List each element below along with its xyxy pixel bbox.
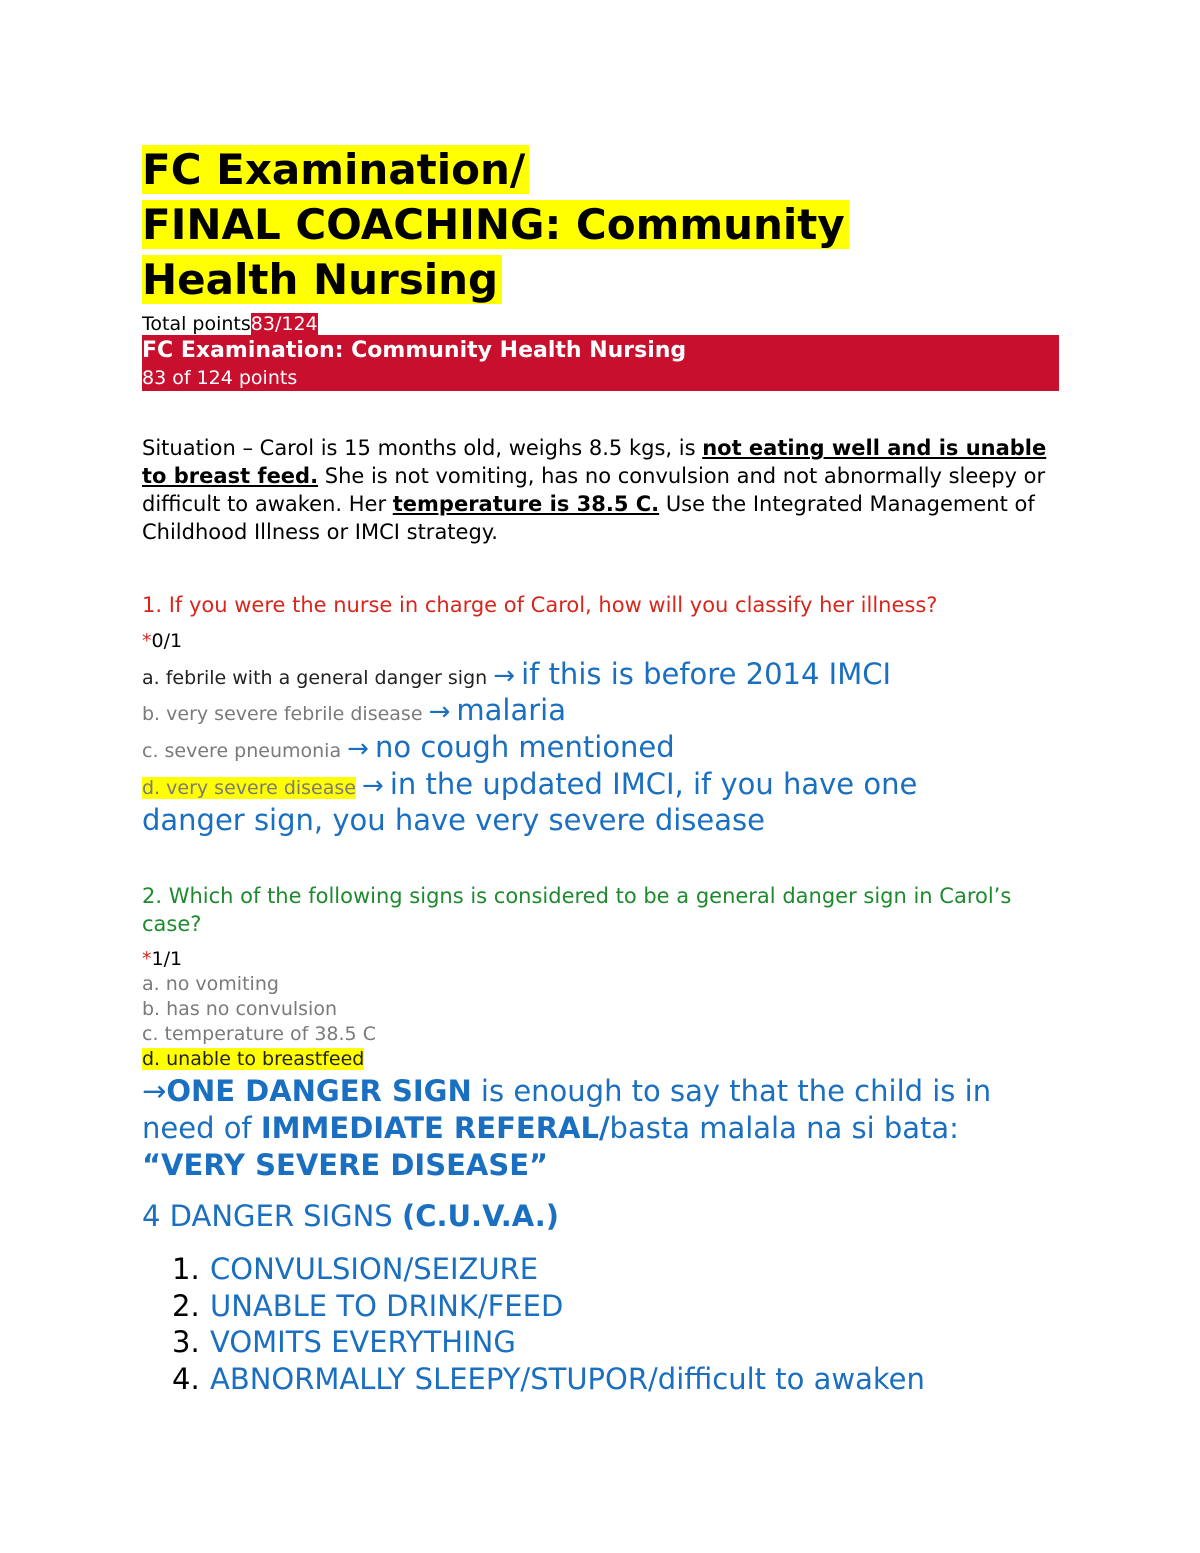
total-points-value: 83/124	[250, 313, 318, 335]
arrow-right-icon: →	[493, 661, 516, 691]
situation-paragraph	[142, 434, 1060, 546]
arrow-right-icon: →	[428, 697, 451, 727]
score-value: 1/1	[151, 948, 183, 970]
option-note: no cough mentioned	[375, 730, 675, 764]
total-points-label: Total points	[142, 313, 251, 335]
arrow-right-icon: →	[142, 1074, 167, 1108]
required-star: *	[142, 630, 152, 652]
q2-option-c: c. temperature of 38.5 C	[142, 1023, 376, 1045]
option-text: a. febrile with a general danger sign	[142, 667, 488, 689]
list-text: ABNORMALLY SLEEPY/STUPOR/difficult to awaken	[210, 1361, 925, 1396]
situation-text-2: She is not vomiting, has no convulsion and not abnormally sleepy or difficult to awaken. Her	[142, 464, 1046, 516]
option-text: c. severe pneumonia	[142, 740, 342, 762]
danger-signs-list	[172, 1251, 925, 1397]
list-number: 1.	[172, 1252, 200, 1286]
explanation-bold-2: IMMEDIATE REFERAL/	[260, 1111, 610, 1145]
list-item	[172, 1324, 925, 1361]
list-item	[172, 1288, 925, 1325]
danger-signs-heading	[142, 1198, 559, 1234]
explanation-bold-1: ONE DANGER SIGN	[166, 1074, 472, 1108]
banner-subtitle: 83 of 124 points	[142, 367, 298, 389]
list-number: 2.	[172, 1288, 200, 1323]
page-title	[142, 142, 849, 307]
heading-acronym: (C.U.V.A.)	[401, 1199, 560, 1233]
list-number: 4.	[172, 1361, 200, 1396]
list-text: UNABLE TO DRINK/FEED	[210, 1288, 564, 1323]
q2-explanation	[142, 1073, 1060, 1184]
q2-option-b: b. has no convulsion	[142, 998, 337, 1020]
question-2: 2. Which of the following signs is considered to be a general danger sign in Carol’s case?	[142, 884, 1012, 936]
list-number: 3.	[172, 1325, 200, 1359]
option-note: in the updated IMCI, if you have one	[389, 767, 918, 801]
situation-emphasis-2: temperature is 38.5 C.	[392, 492, 660, 516]
question-2-score	[142, 946, 182, 972]
option-text: b. very severe febrile disease	[142, 703, 423, 725]
title-line-3: Health Nursing	[142, 255, 502, 304]
required-star: *	[142, 948, 152, 970]
list-text: VOMITS EVERYTHING	[210, 1325, 516, 1359]
total-points	[142, 311, 318, 337]
option-note: if this is before 2014 IMCI	[521, 657, 892, 691]
title-line-1: FC Examination/	[142, 145, 529, 194]
question-1: 1. If you were the nurse in charge of Carol, how will you classify her illness?	[142, 593, 938, 617]
list-text: CONVULSION/SEIZURE	[210, 1252, 539, 1286]
q1-option-a	[142, 657, 892, 691]
q1-option-c	[142, 730, 675, 764]
option-text-selected: d. unable to breastfeed	[142, 1048, 365, 1070]
q1-option-b	[142, 693, 567, 727]
q1-option-d	[142, 767, 918, 801]
situation-emphasis-1: not eating well and is unable to breast feed.	[142, 436, 1047, 488]
situation-text-1: Situation – Carol is 15 months old, weighs 8.5 kgs, is	[142, 436, 703, 460]
score-value: 0/1	[151, 630, 183, 652]
arrow-right-icon: →	[347, 734, 369, 764]
situation-text-3: Use the Integrated Management of Childhood Illness or IMCI strategy.	[142, 492, 1035, 544]
q1-note-continuation: danger sign, you have very severe disease	[142, 803, 765, 837]
q2-option-d	[142, 1047, 364, 1072]
list-item	[172, 1361, 925, 1398]
explanation-bold-3: “VERY SEVERE DISEASE”	[142, 1148, 549, 1182]
q2-option-a: a. no vomiting	[142, 973, 279, 995]
arrow-right-icon: →	[362, 771, 384, 801]
question-1-score	[142, 628, 182, 654]
banner-title: FC Examination: Community Health Nursing	[142, 338, 687, 363]
title-line-2: FINAL COACHING: Community	[142, 200, 849, 249]
list-item	[172, 1251, 925, 1288]
option-text-selected: d. very severe disease	[142, 777, 356, 799]
exam-banner	[142, 335, 1059, 391]
explanation-text-1: is enough to say that the child is in need of	[142, 1074, 992, 1145]
heading-text: 4 DANGER SIGNS	[142, 1199, 402, 1233]
option-note: malaria	[456, 693, 567, 727]
explanation-text-2: basta malala na si bata:	[609, 1111, 959, 1145]
